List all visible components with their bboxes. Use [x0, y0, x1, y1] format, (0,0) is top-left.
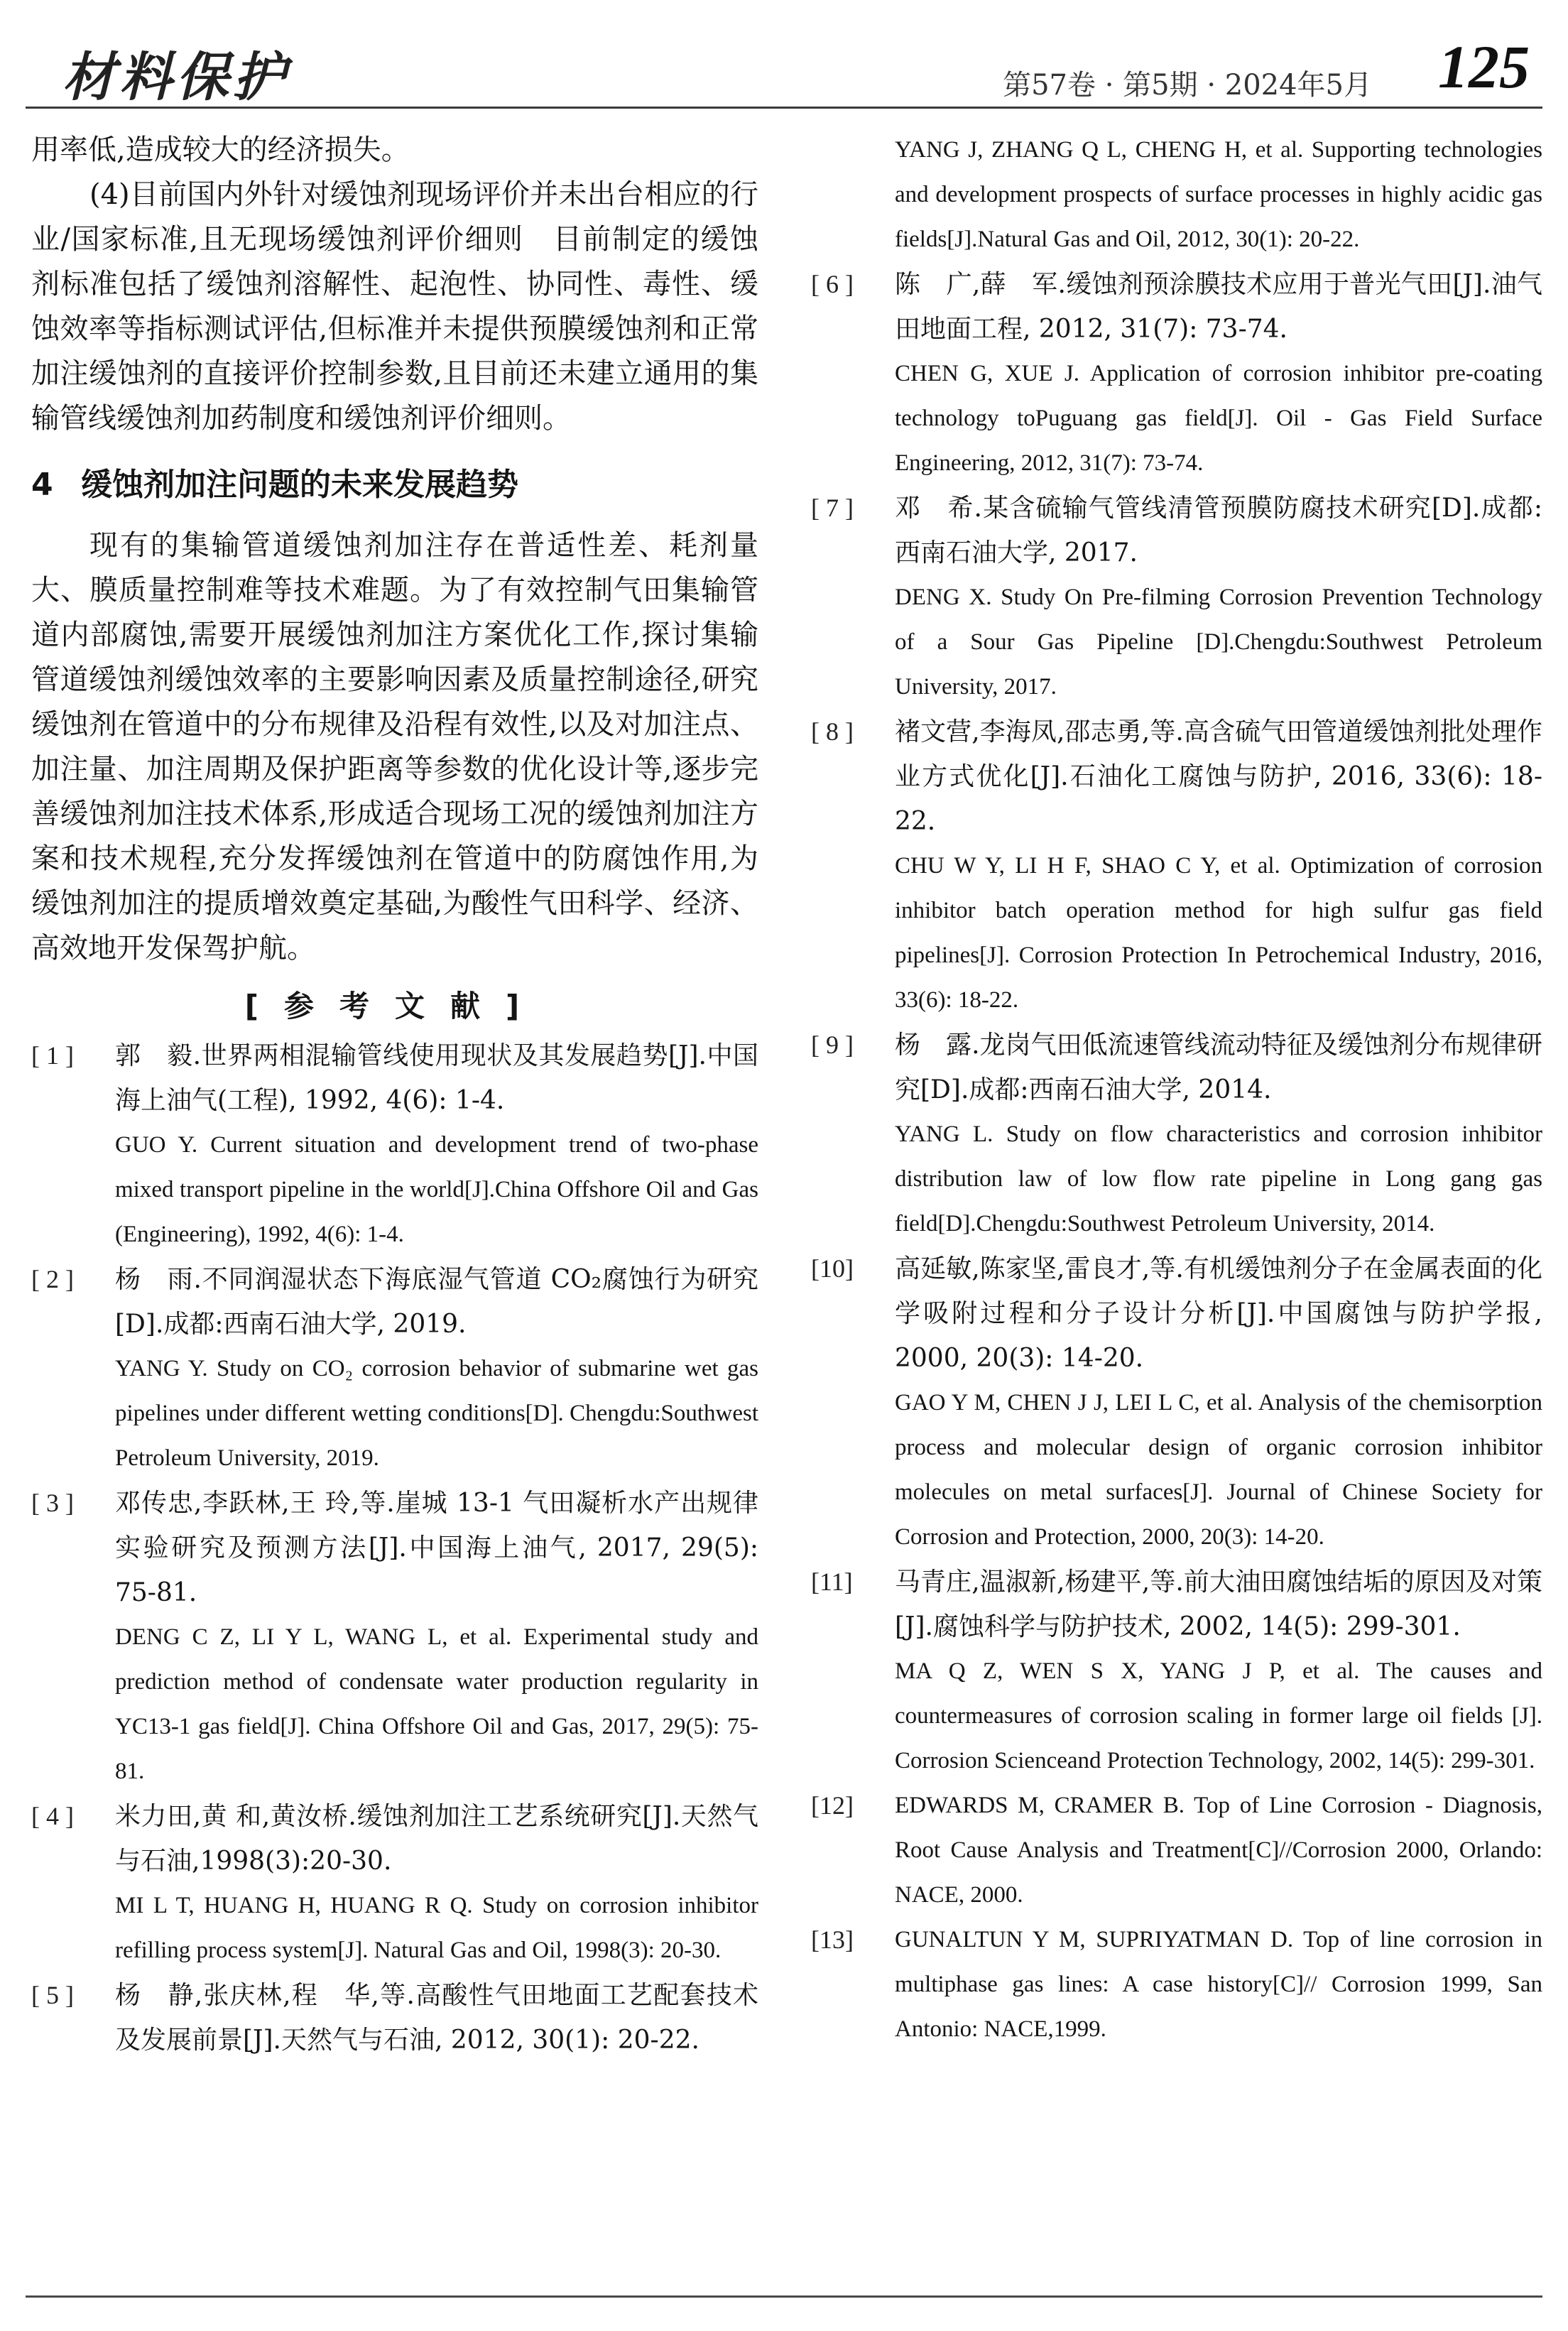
reference-item: [811, 486, 1542, 710]
reference-en: GUNALTUN Y M, SUPRIYATMAN D. Top of line corrosion in multiphase gas lines: A case history[C]// Corrosion 1999, San Antonio: NACE,1999.: [895, 1927, 1542, 2042]
section-heading: [31, 464, 758, 506]
reference-item: [811, 1246, 1542, 1560]
reference-item: [811, 710, 1542, 1023]
reference-en: MI L T, HUANG H, HUANG R Q. Study on corrosion inhibitor refilling process system[J]. Natural Gas and Oil, 1998(3): 20-30.: [115, 1893, 758, 1963]
reference-cn: 陈 广,薛 军.缓蚀剂预涂膜技术应用于普光气田[J].油气田地面工程, 2012, 31(7): 73-74.: [895, 270, 1542, 344]
body-paragraph: 现有的集输管道缓蚀剂加注存在普适性差、耗剂量大、膜质量控制难等技术难题。为了有效控制气田集输管道内部腐蚀,需要开展缓蚀剂加注方案优化工作,探讨集输管道缓蚀剂缓蚀效率的主要影响因素及质量控制途径,研究缓蚀剂在管道中的分布规律及沿程有效性,以及对加注点、加注量、加注周期及保护距离等参数的优化设计等,逐步完善缓蚀剂加注技术体系,形成适合现场工况的缓蚀剂加注方案和技术规程,充分发挥缓蚀剂在管道中的防腐蚀作用,为缓蚀剂加注的提质增效奠定基础,为酸性气田科学、经济、高效地开发保驾护航。: [31, 529, 758, 965]
reference-item: [31, 1033, 758, 1257]
reference-item: [811, 262, 1542, 486]
reference-cn: 米力田,黄 和,黄汝桥.缓蚀剂加注工艺系统研究[J].天然气与石油,1998(3):20-30.: [115, 1802, 758, 1876]
reference-tag: [13]: [811, 1925, 854, 1954]
reference-item: [811, 1023, 1542, 1246]
reference-tag: [ 6 ]: [811, 270, 854, 298]
reference-cn: 马青庄,温淑新,杨建平,等.前大油田腐蚀结垢的原因及对策[J].腐蚀科学与防护技术, 2002, 14(5): 299-301.: [895, 1567, 1542, 1641]
reference-en: DENG C Z, LI Y L, WANG L, et al. Experimental study and prediction method of condensate water production regularity in YC13-1 gas field[J]. China Offshore Oil and Gas, 2017, 29(5): 75-81.: [115, 1624, 758, 1784]
reference-cn: 高延敏,陈家坚,雷良才,等.有机缓蚀剂分子在金属表面的化学吸附过程和分子设计分析[J].中国腐蚀与防护学报, 2000, 20(3): 14-20.: [895, 1254, 1542, 1373]
reference-tag: [ 9 ]: [811, 1031, 854, 1059]
reference-item: [31, 1257, 758, 1481]
reference-cn: 杨 静,张庆林,程 华,等.高酸性气田地面工艺配套技术及发展前景[J].天然气与石油, 2012, 30(1): 20-22.: [115, 1981, 758, 2055]
header-rule: [26, 107, 1542, 109]
reference-cn: 邓 希.某含硫输气管线清管预膜防腐技术研究[D].成都:西南石油大学, 2017.: [895, 494, 1542, 567]
reference-item: [31, 1481, 758, 1794]
reference-cn: 郭 毅.世界两相混输管线使用现状及其发展趋势[J].中国海上油气(工程), 1992, 4(6): 1-4.: [115, 1041, 758, 1115]
reference-cn: 杨 露.龙岗气田低流速管线流动特征及缓蚀剂分布规律研究[D].成都:西南石油大学, 2014.: [895, 1031, 1542, 1104]
page-header: [26, 28, 1542, 107]
reference-item: [811, 1560, 1542, 1783]
reference-cn: 杨 雨.不同润湿状态下海底湿气管道 CO₂腐蚀行为研究[D].成都:西南石油大学, 2019.: [115, 1265, 758, 1339]
reference-tag: [12]: [811, 1791, 854, 1820]
reference-en: YANG Y. Study on CO₂ corrosion behavior of submarine wet gas pipelines under different wetting conditions[D]. Chengdu:Southwest Petroleum University, 2019.: [115, 1356, 758, 1471]
reference-cn: 邓传忠,李跃林,王 玲,等.崖城 13-1 气田凝析水产出规律实验研究及预测方法[J].中国海上油气, 2017, 29(5): 75-81.: [115, 1489, 758, 1607]
journal-logo: 材料保护: [62, 47, 290, 108]
reference-en: DENG X. Study On Pre-filming Corrosion Prevention Technology of a Sour Gas Pipeline [D].Chengdu:Southwest Petroleum University, 2017.: [895, 585, 1542, 700]
footer-rule: [26, 2295, 1542, 2298]
reference-tag: [ 7 ]: [811, 494, 854, 522]
references-heading: [参考文献]: [244, 989, 545, 1023]
right-column: [811, 128, 1542, 2052]
reference-en: CHU W Y, LI H F, SHAO C Y, et al. Optimization of corrosion inhibitor batch operation method for high sulfur gas field pipelines[J]. Corrosion Protection In Petrochemical Industry, 2016, 33(6): 18-22.: [895, 853, 1542, 1013]
body-paragraph: 用率低,造成较大的经济损失。: [31, 134, 410, 166]
reference-tag: [ 3 ]: [31, 1489, 74, 1517]
reference-item: [811, 1918, 1542, 2052]
reference-en: YANG L. Study on flow characteristics and corrosion inhibitor distribution law of low flow rate pipeline in Long gang gas field[D].Chengdu:Southwest Petroleum University, 2014.: [895, 1121, 1542, 1237]
reference-item: [811, 1783, 1542, 1918]
reference-tag: [ 2 ]: [31, 1265, 74, 1293]
section-number: 4: [31, 467, 53, 503]
reference-tag: [10]: [811, 1254, 854, 1283]
reference-en: GUO Y. Current situation and development trend of two-phase mixed transport pipeline in the world[J].China Offshore Oil and Gas (Engineering), 1992, 4(6): 1-4.: [115, 1132, 758, 1247]
reference-tag: [ 1 ]: [31, 1041, 74, 1070]
reference-en: GAO Y M, CHEN J J, LEI L C, et al. Analysis of the chemisorption process and molecular design of organic corrosion inhibitor molecules on metal surfaces[J]. Journal of Chinese Society for Corrosion and Protection, 2000, 20(3): 14-20.: [895, 1390, 1542, 1550]
reference-item-continued: [811, 128, 1542, 262]
issue-info: 第57卷 · 第5期 · 2024年5月: [1003, 69, 1372, 102]
reference-item: [31, 1794, 758, 1973]
section-title: 缓蚀剂加注问题的未来发展趋势: [81, 467, 518, 503]
body-paragraph: (4)目前国内外针对缓蚀剂现场评价并未出台相应的行业/国家标准,且无现场缓蚀剂评价细则 目前制定的缓蚀剂标准包括了缓蚀剂溶解性、起泡性、协同性、毒性、缓蚀效率等指标测试评估,但标准并未提供预膜缓蚀剂和正常加注缓蚀剂的直接评价控制参数,且目前还未建立通用的集输管线缓蚀剂加药制度和缓蚀剂评价细则。: [31, 178, 758, 435]
reference-tag: [ 4 ]: [31, 1802, 74, 1830]
reference-en: CHEN G, XUE J. Application of corrosion inhibitor pre-coating technology toPuguang gas field[J]. Oil - Gas Field Surface Engineering, 2012, 31(7): 73-74.: [895, 361, 1542, 476]
reference-en: MA Q Z, WEN S X, YANG J P, et al. The causes and countermeasures of corrosion scaling in former large oil fields [J]. Corrosion Scienceand Protection Technology, 2002, 14(5): 299-301.: [895, 1658, 1542, 1773]
reference-en: YANG J, ZHANG Q L, CHENG H, et al. Supporting technologies and development prospects of surface processes in highly acidic gas fields[J].Natural Gas and Oil, 2012, 30(1): 20-22.: [895, 137, 1542, 252]
reference-tag: [ 8 ]: [811, 717, 854, 746]
page-number: 125: [1438, 33, 1530, 101]
reference-tag: [ 5 ]: [31, 1981, 74, 2009]
reference-tag: [11]: [811, 1567, 853, 1596]
reference-cn: 褚文营,李海凤,邵志勇,等.高含硫气田管道缓蚀剂批处理作业方式优化[J].石油化工腐蚀与防护, 2016, 33(6): 18-22.: [895, 717, 1542, 836]
reference-item: [31, 1973, 758, 2063]
reference-en: EDWARDS M, CRAMER B. Top of Line Corrosion - Diagnosis, Root Cause Analysis and Treatment[C]//Corrosion 2000, Orlando: NACE, 2000.: [895, 1793, 1542, 1908]
left-column: [31, 128, 758, 2063]
